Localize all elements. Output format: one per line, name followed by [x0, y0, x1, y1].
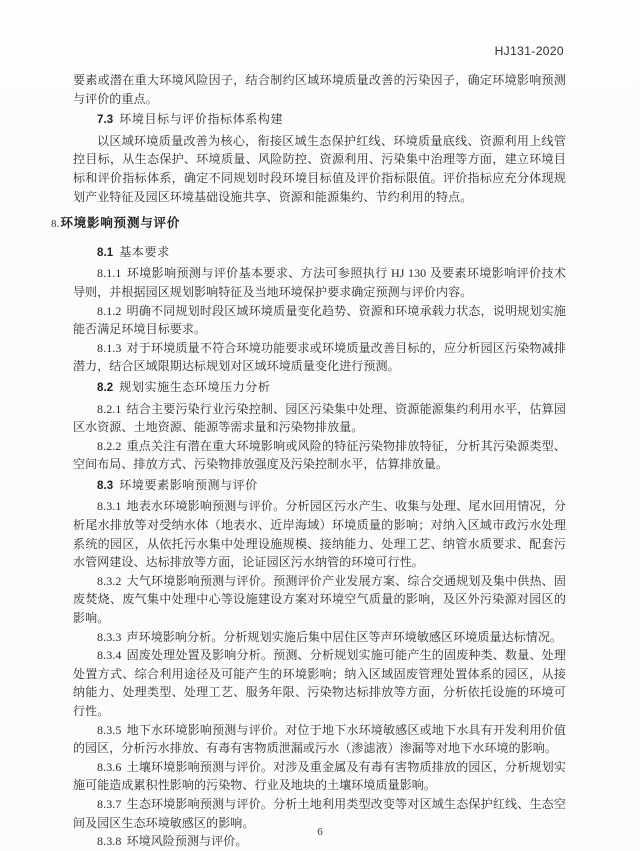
paragraph	[73, 132, 566, 206]
paragraph	[73, 264, 566, 301]
clause-text: 要素或潜在重大环境风险因子，结合制约区域环境质量改善的污染因子，确定环境影响预测与评价的重点。	[73, 73, 566, 106]
clause-text: 声环境影响分析。分析规划实施后集中居住区等声环境敏感区环境质量达标情况。	[126, 629, 563, 644]
clause-text: 大气环境影响预测与评价。预测评价产业发展方案、综合交通规划及集中供热、固废焚烧、废气集中处理中心等设施建设方案对环境空气质量的影响，及区外污染源对园区的影响。	[73, 573, 566, 626]
clause-text: 地下水环境影响预测与评价。对位于地下水环境敏感区或地下水具有开发利用价值的园区，分析污水排放、有毒有害物质泄漏或污水（渗滤液）渗漏等对地下水环境的影响。	[73, 722, 566, 756]
clause-text: 环境影响预测与评价	[60, 216, 181, 231]
clause-number: 8.3	[97, 479, 114, 492]
page-number: 6	[317, 826, 323, 838]
paragraph	[73, 71, 566, 108]
section-heading	[73, 378, 566, 398]
paragraph	[73, 302, 566, 339]
clause-text: 对于环境质量不符合环境功能要求或环境质量改善目标的，应分析园区污染物减排潜力，结合区域限期达标规划对区域环境质量变化进行预测。	[73, 340, 566, 374]
clause-text: 环境目标与评价指标体系构建	[119, 112, 284, 127]
section-heading	[73, 476, 566, 496]
paragraph	[73, 758, 566, 795]
clause-number: 8.3.3	[97, 629, 122, 644]
clause-number: 8.2.1	[97, 401, 122, 416]
clause-text: 结合主要污染行业污染控制、园区污染集中处理、资源能源集约利用水平，估算园区水资源、土地资源、能源等需求量和污染物排放量。	[73, 401, 566, 435]
paragraph	[73, 497, 566, 571]
clause-number: 8.1.3	[97, 340, 122, 355]
section-heading	[73, 243, 566, 263]
paragraph	[73, 400, 566, 437]
clause-text: 基本要求	[119, 244, 170, 259]
clause-number: 8.2.2	[97, 438, 122, 453]
clause-text: 环境风险预测与评价。	[126, 834, 248, 849]
section-heading	[73, 110, 566, 130]
paragraph	[73, 572, 566, 628]
paragraph	[73, 646, 566, 720]
section-heading	[51, 214, 566, 234]
paragraph	[73, 437, 566, 474]
paragraph	[73, 721, 566, 758]
clause-text: 环境影响预测与评价基本要求、方法可参照执行 HJ 130 及要素环境影响评价技术导则，并根据园区规划影响特征及当地环境保护要求确定预测与评价内容。	[73, 266, 566, 299]
clause-number: 8.	[51, 218, 60, 231]
clause-text: 地表水环境影响预测与评价。分析园区污水产生、收集与处理、尾水回用情况，分析尾水排放等对受纳水体（地表水、近岸海域）环境质量的影响；对纳入区域市政污水处理系统的园区，从依托污水集中处理设施规模、接纳能力、处理工艺、纳管水质要求、配套污水管网建设、达标排放等方面，论证园区污水纳管的环境可行性。	[73, 499, 566, 570]
clause-number: 8.3.5	[97, 722, 122, 737]
clause-number: 8.2	[97, 381, 114, 394]
document-code-header: HJ131-2020	[494, 44, 564, 58]
clause-text: 环境要素影响预测与评价	[119, 477, 258, 492]
paragraph	[73, 339, 566, 376]
clause-number: 8.3.8	[97, 834, 122, 849]
clause-number: 8.1	[97, 246, 114, 259]
clause-text: 重点关注有潜在重大环境影响或风险的特征污染物排放特征，分析其污染源类型、空间布局、排放方式、污染物排放强度及污染控制水平，估算排放量。	[73, 438, 566, 472]
clause-number: 8.3.2	[97, 573, 122, 588]
clause-text: 规划实施生态环境压力分析	[119, 379, 271, 394]
clause-number: 8.3.7	[97, 796, 122, 811]
document-body	[51, 71, 566, 851]
paragraph	[73, 628, 566, 647]
clause-text: 土壤环境影响预测与评价。对涉及重金属及有毒有害物质排放的园区，分析规划实施可能造成累积性影响的污染物、行业及地块的土壤环境质量影响。	[73, 759, 566, 793]
clause-text: 以区域环境质量改善为核心，衔接区域生态保护红线、环境质量底线、资源利用上线管控目标，从生态保护、环境质量、风险防控、资源利用、污染集中治理等方面，建立环境目标和评价指标体系，确定不同规划时段环境目标值及评价指标限值。评价指标应充分体现规划产业特征及园区环境基础设施共享、资源和能源集约、节约利用的特点。	[73, 133, 566, 204]
clause-text: 生态环境影响预测与评价。分析土地利用类型改变等对区域生态保护红线、生态空间及园区生态环境敏感区的影响。	[73, 796, 566, 830]
clause-number: 8.1.1	[97, 266, 122, 281]
clause-number: 8.3.6	[97, 759, 122, 774]
clause-number: 8.3.1	[97, 499, 122, 514]
clause-number: 8.1.2	[97, 303, 122, 318]
clause-number: 7.3	[97, 114, 114, 127]
clause-number: 8.3.4	[97, 648, 122, 663]
clause-text: 明确不同规划时段区域环境质量变化趋势、资源和环境承载力状态，说明规划实施能否满足环境目标要求。	[73, 303, 566, 337]
clause-text: 固废处理处置及影响分析。预测、分析规划实施可能产生的固废种类、数量、处理处置方式、综合利用途径及可能产生的环境影响；纳入区域固废管理处置体系的园区，从接纳能力、处理类型、处理工艺、服务年限、污染物达标排放等方面，分析依托设施的环境可行性。	[73, 648, 566, 718]
